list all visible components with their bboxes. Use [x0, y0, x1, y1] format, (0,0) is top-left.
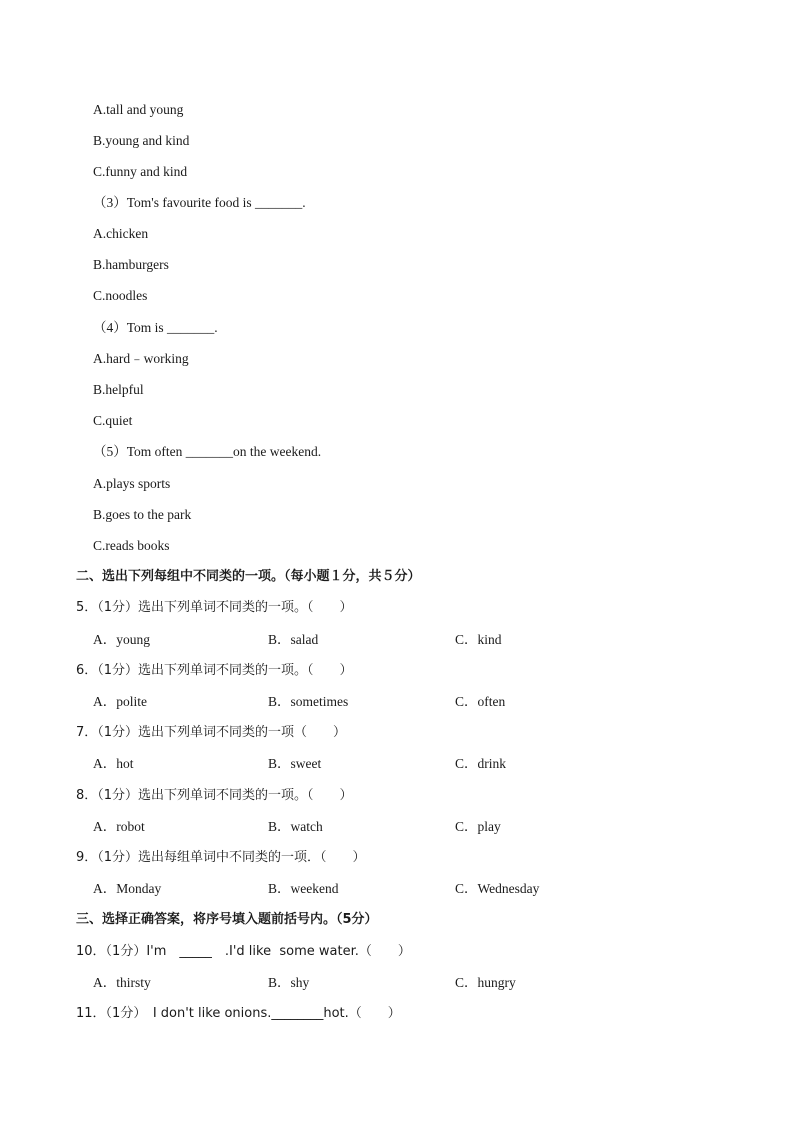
option: A.tall and young — [93, 102, 184, 117]
option-c: C．Wednesday — [455, 881, 540, 896]
option-c: C．drink — [455, 756, 507, 771]
question-stem: 9．（1分）选出每组单词中不同类的一项．（ ） — [76, 850, 366, 865]
option-a: A．young — [93, 632, 150, 647]
option: B.helpful — [93, 382, 144, 397]
question-stem: （5）Tom often _______on the weekend. — [93, 444, 322, 459]
option: A.hard﹣working — [93, 351, 189, 366]
option-b: B．weekend — [268, 881, 339, 896]
option-a: A．hot — [93, 756, 134, 771]
option: C.reads books — [93, 538, 170, 553]
question-stem: （3）Tom's favourite food is _______. — [93, 195, 306, 210]
option: C.quiet — [93, 413, 133, 428]
option-b: B．sometimes — [268, 694, 349, 709]
option-b: B．salad — [268, 632, 319, 647]
option-b: B．shy — [268, 975, 310, 990]
option-b: B．watch — [268, 819, 323, 834]
question-stem: 11．（1分） I don't like onions.________hot.（ ） — [76, 1006, 401, 1021]
option-c: C．kind — [455, 632, 502, 647]
option-c: C．often — [455, 694, 506, 709]
question-stem: 6．（1分）选出下列单词不同类的一项。（ ） — [76, 663, 353, 678]
option: C.noodles — [93, 288, 148, 303]
option-a: A．Monday — [93, 881, 162, 896]
option: A.chicken — [93, 226, 149, 241]
question-stem: 10．（1分）I'm _____ .I'd like some water.（ ） — [76, 944, 411, 959]
option: B.goes to the park — [93, 507, 192, 522]
option-b: B．sweet — [268, 756, 322, 771]
question-stem: 7．（1分）选出下列单词不同类的一项（ ） — [76, 725, 347, 740]
option: B.young and kind — [93, 133, 190, 148]
section-title: 三、选择正确答案，将序号填入题前括号内。（5分） — [76, 912, 378, 927]
section-title: 二、选出下列每组中不同类的一项。（每小题１分，共５分） — [76, 569, 421, 584]
option-c: C．play — [455, 819, 501, 834]
option: A.plays sports — [93, 476, 171, 491]
option-a: A．thirsty — [93, 975, 151, 990]
option-c: C．hungry — [455, 975, 516, 990]
option: C.funny and kind — [93, 164, 188, 179]
option-a: A．robot — [93, 819, 145, 834]
question-stem: （4）Tom is _______. — [93, 320, 218, 335]
option-a: A．polite — [93, 694, 147, 709]
option: B.hamburgers — [93, 257, 169, 272]
question-stem: 5．（1分）选出下列单词不同类的一项。（ ） — [76, 600, 353, 615]
question-stem: 8．（1分）选出下列单词不同类的一项。（ ） — [76, 788, 353, 803]
